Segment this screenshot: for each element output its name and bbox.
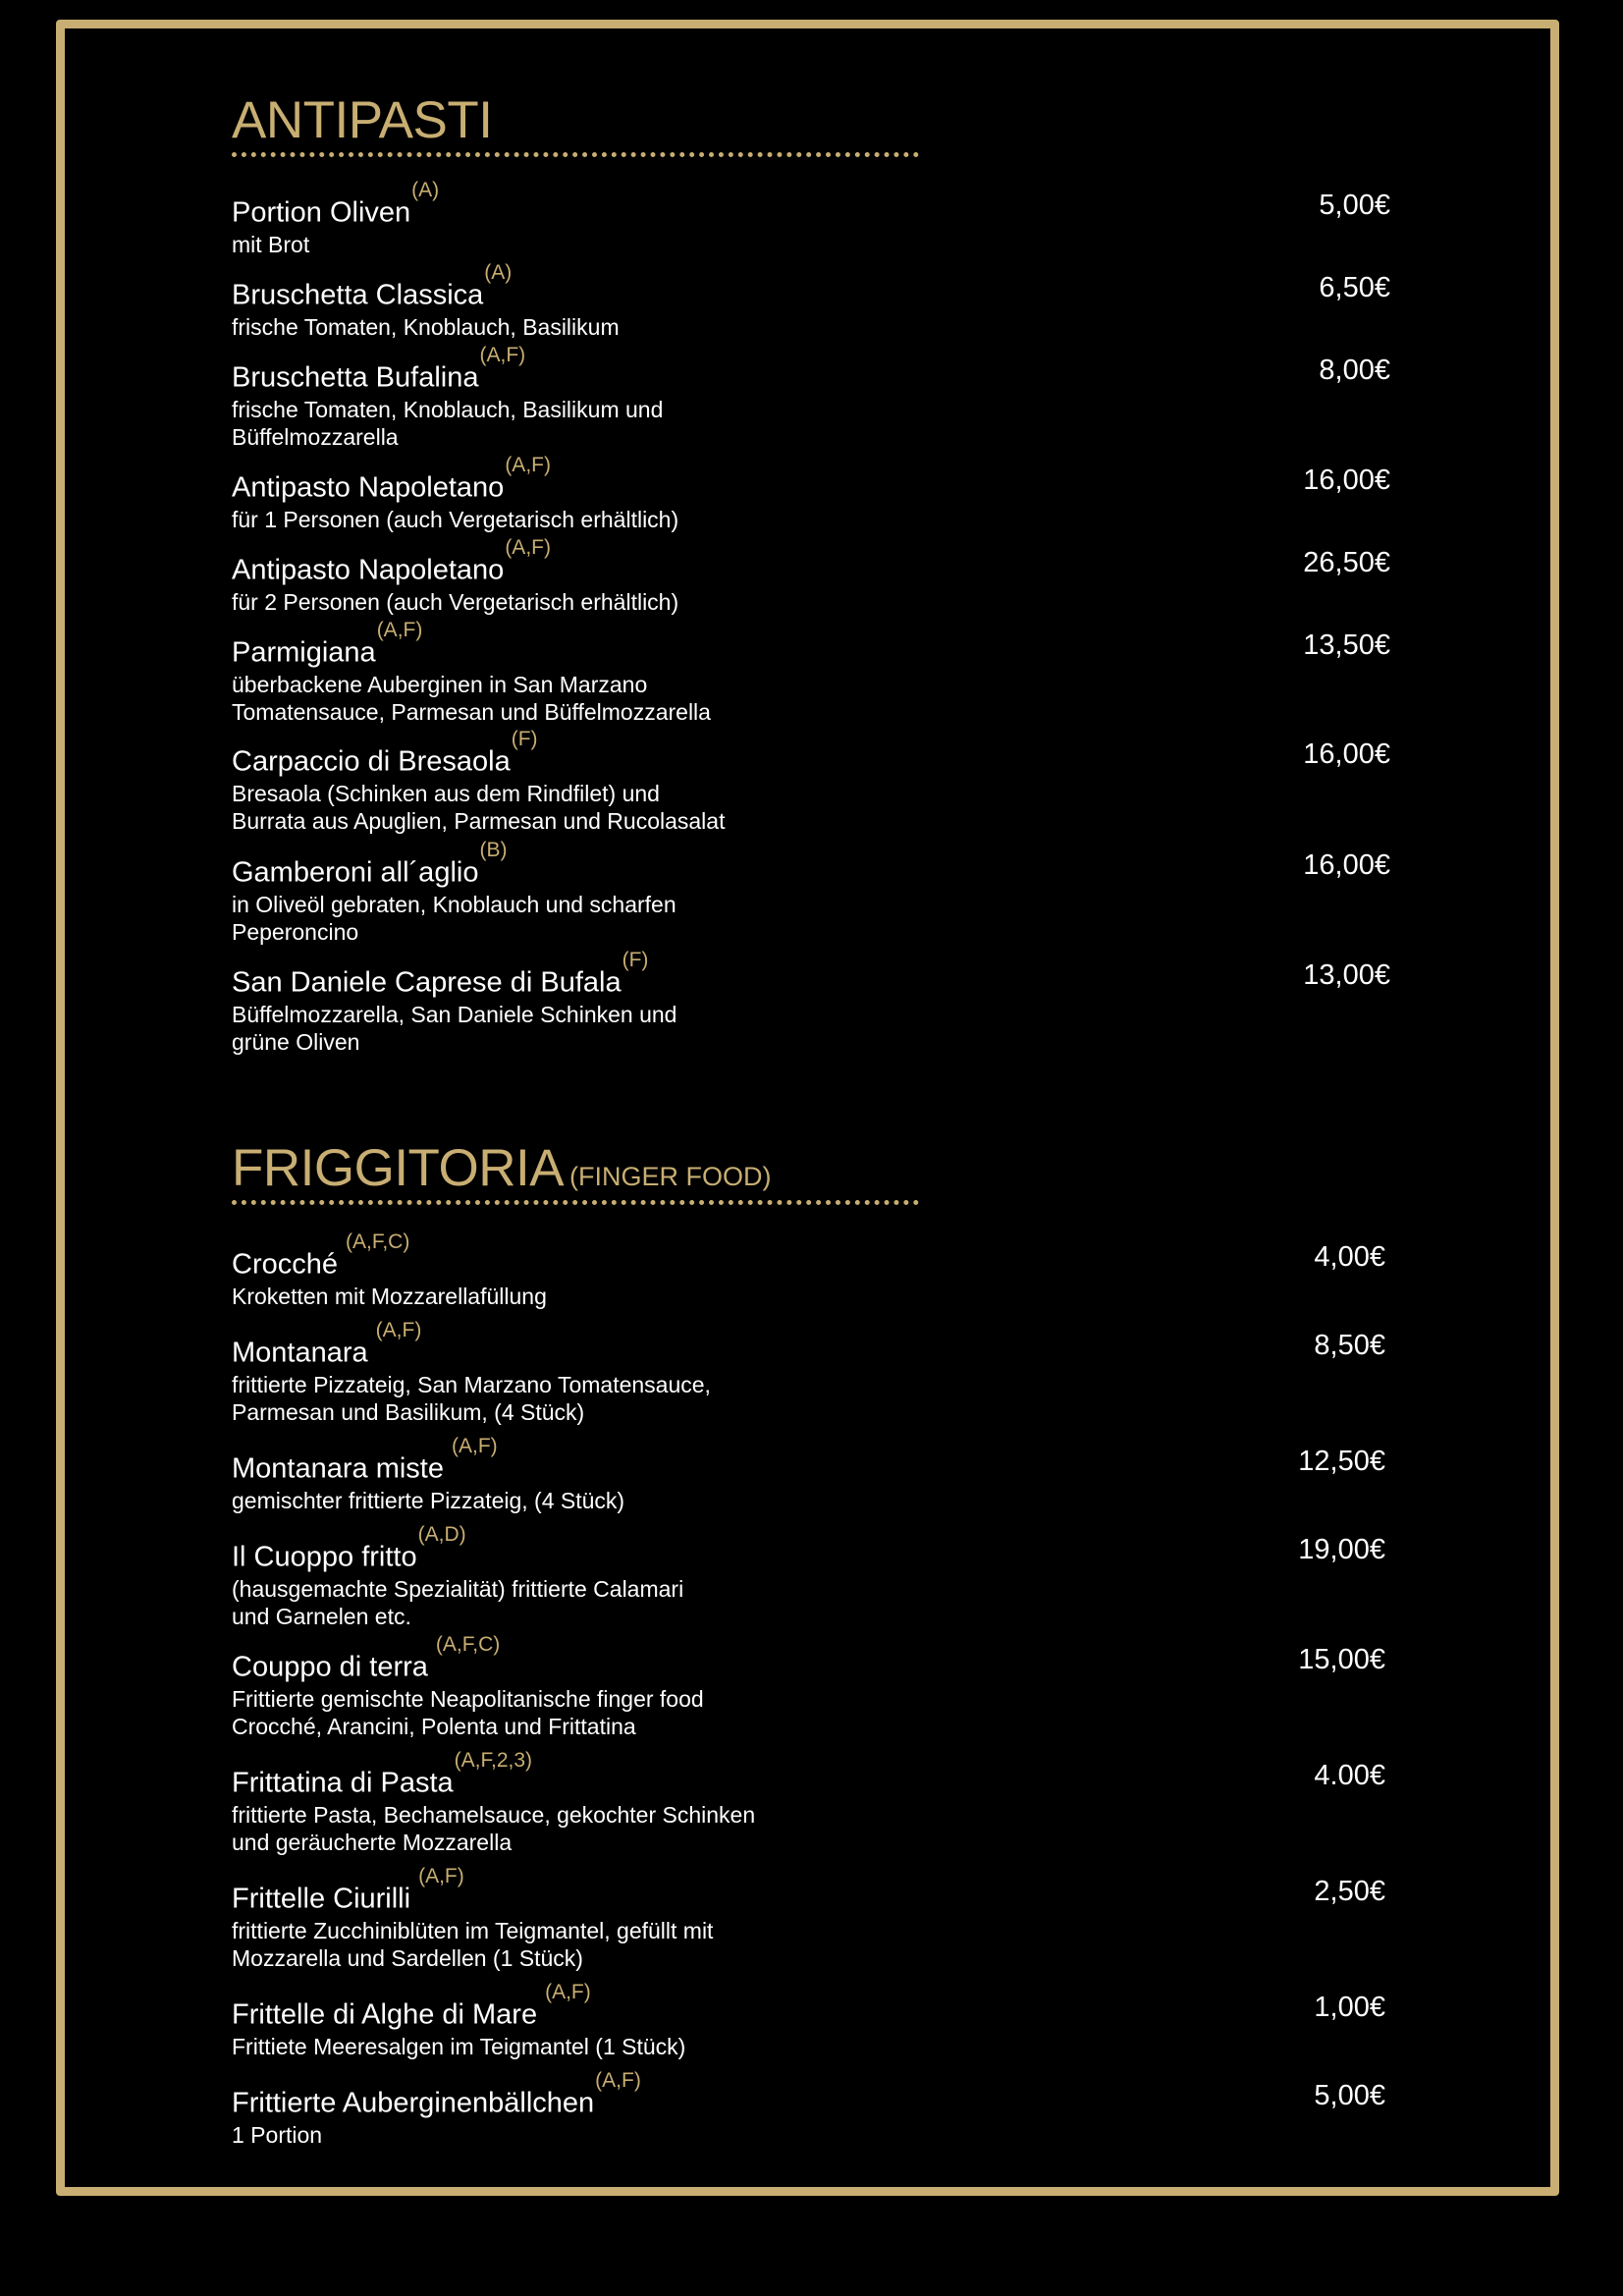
menu-item bbox=[232, 1981, 1390, 2060]
item-price: 12,50€ bbox=[1298, 1446, 1385, 1477]
item-name: Portion Oliven bbox=[232, 196, 411, 229]
item-price: 16,00€ bbox=[1303, 738, 1390, 770]
menu-item bbox=[232, 1865, 1390, 1972]
item-description bbox=[232, 396, 1390, 451]
friggitoria-heading bbox=[232, 1139, 919, 1205]
menu-item bbox=[232, 2069, 1390, 2149]
description-line: Mozzarella und Sardellen (1 Stück) bbox=[232, 1944, 583, 1971]
friggitoria-section bbox=[232, 1139, 1390, 2148]
item-description bbox=[232, 2121, 1390, 2149]
item-description bbox=[232, 1917, 1390, 1972]
friggitoria-subtitle: (FINGER FOOD) bbox=[569, 1162, 772, 1191]
description-line: frische Tomaten, Knoblauch, Basilikum bbox=[232, 313, 620, 340]
item-name: Frittelle Ciurilli bbox=[232, 1883, 411, 1915]
description-line: (hausgemachte Spezialität) frittierte Calamari bbox=[232, 1575, 684, 1602]
description-line: frittierte Zucchiniblüten im Teigmantel, gefüllt mit bbox=[232, 1917, 714, 1943]
item-name: Antipasto Napoletano bbox=[232, 554, 505, 586]
antipasti-title: ANTIPASTI bbox=[232, 91, 493, 149]
description-line: mit Brot bbox=[232, 231, 310, 257]
item-name: Frittelle di Alghe di Mare bbox=[232, 1998, 538, 2031]
item-description bbox=[232, 506, 1390, 533]
item-price: 19,00€ bbox=[1298, 1534, 1385, 1565]
description-line: grüne Oliven bbox=[232, 1028, 360, 1055]
antipasti-heading bbox=[232, 91, 919, 157]
allergen-codes: (A,F) bbox=[545, 1981, 591, 2003]
description-line: und Garnelen etc. bbox=[232, 1603, 411, 1629]
item-price: 13,00€ bbox=[1303, 959, 1390, 991]
menu-item bbox=[232, 619, 1390, 726]
friggitoria-title: FRIGGITORIA bbox=[232, 1139, 565, 1197]
item-price: 15,00€ bbox=[1298, 1644, 1385, 1675]
description-line: Büffelmozzarella, San Daniele Schinken und bbox=[232, 1001, 677, 1027]
item-description bbox=[232, 671, 1390, 726]
item-price: 16,00€ bbox=[1303, 465, 1390, 496]
description-line: Peperoncino bbox=[232, 918, 359, 945]
allergen-codes: (A,F) bbox=[595, 2069, 641, 2092]
item-name: Montanara miste bbox=[232, 1452, 444, 1485]
item-description bbox=[232, 231, 1390, 258]
menu-item bbox=[232, 728, 1390, 835]
item-name: Couppo di terra bbox=[232, 1651, 428, 1683]
item-price: 4.00€ bbox=[1314, 1760, 1385, 1791]
item-name: Bruschetta Bufalina bbox=[232, 361, 479, 394]
allergen-codes: (A,F,C) bbox=[346, 1230, 410, 1253]
item-name: San Daniele Caprese di Bufala bbox=[232, 966, 622, 999]
item-price: 2,50€ bbox=[1314, 1876, 1385, 1907]
item-name: Frittatina di Pasta bbox=[232, 1767, 454, 1799]
item-description bbox=[232, 1001, 1390, 1056]
allergen-codes: (A,F,2,3) bbox=[454, 1749, 533, 1772]
item-description bbox=[232, 1575, 1390, 1630]
description-line: Tomatensauce, Parmesan und Büffelmozzarella bbox=[232, 698, 711, 725]
item-name: Bruschetta Classica bbox=[232, 279, 484, 311]
menu-item bbox=[232, 1319, 1390, 1426]
menu-border-frame bbox=[56, 20, 1559, 2196]
menu-item bbox=[232, 1230, 1390, 1310]
item-description bbox=[232, 1685, 1390, 1740]
item-description bbox=[232, 891, 1390, 946]
description-line: und geräucherte Mozzarella bbox=[232, 1829, 513, 1855]
description-line: Parmesan und Basilikum, (4 Stück) bbox=[232, 1398, 585, 1425]
allergen-codes: (A,F) bbox=[479, 344, 526, 366]
item-price: 4,00€ bbox=[1314, 1241, 1385, 1273]
allergen-codes: (A,F,C) bbox=[435, 1633, 501, 1656]
menu-item bbox=[232, 536, 1390, 616]
description-line: für 2 Personen (auch Vergetarisch erhältlich) bbox=[232, 588, 679, 615]
item-price: 13,50€ bbox=[1303, 629, 1390, 661]
allergen-codes: (A) bbox=[484, 261, 513, 284]
menu-item bbox=[232, 1749, 1390, 1856]
menu-item bbox=[232, 1523, 1390, 1630]
allergen-codes: (B) bbox=[479, 839, 508, 861]
antipasti-section bbox=[232, 91, 1390, 1055]
item-name: Gamberoni all´aglio bbox=[232, 856, 479, 889]
description-line: frittierte Pasta, Bechamelsauce, gekochter Schinken bbox=[232, 1801, 756, 1828]
description-line: 1 Portion bbox=[232, 2121, 323, 2148]
item-description bbox=[232, 588, 1390, 616]
item-price: 8,50€ bbox=[1314, 1330, 1385, 1361]
item-description bbox=[232, 1283, 1390, 1310]
item-price: 6,50€ bbox=[1319, 272, 1390, 303]
menu-item bbox=[232, 261, 1390, 341]
description-line: überbackene Auberginen in San Marzano bbox=[232, 671, 648, 697]
description-line: Frittierte gemischte Neapolitanische finger food bbox=[232, 1685, 704, 1712]
allergen-codes: (A,F) bbox=[452, 1435, 498, 1457]
description-line: Bresaola (Schinken aus dem Rindfilet) und bbox=[232, 780, 660, 806]
item-name: Carpaccio di Bresaola bbox=[232, 745, 511, 778]
description-line: Büffelmozzarella bbox=[232, 423, 399, 450]
description-line: in Oliveöl gebraten, Knoblauch und scharfen bbox=[232, 891, 676, 917]
menu-item bbox=[232, 179, 1390, 258]
description-line: Frittiete Meeresalgen im Teigmantel (1 Stück) bbox=[232, 2033, 686, 2059]
allergen-codes: (A,F) bbox=[505, 536, 551, 559]
allergen-codes: (A,F) bbox=[376, 619, 423, 641]
description-line: frittierte Pizzateig, San Marzano Tomatensauce, bbox=[232, 1371, 711, 1397]
item-description bbox=[232, 1487, 1390, 1514]
description-line: Crocché, Arancini, Polenta und Frittatina bbox=[232, 1713, 636, 1739]
menu-item bbox=[232, 839, 1390, 946]
menu-item bbox=[232, 1435, 1390, 1514]
item-name: Il Cuoppo fritto bbox=[232, 1541, 417, 1573]
item-description bbox=[232, 2033, 1390, 2060]
menu-item bbox=[232, 344, 1390, 451]
menu-item bbox=[232, 454, 1390, 533]
item-price: 5,00€ bbox=[1319, 190, 1390, 221]
item-description bbox=[232, 313, 1390, 341]
item-price: 16,00€ bbox=[1303, 849, 1390, 881]
item-price: 26,50€ bbox=[1303, 547, 1390, 578]
item-name: Antipasto Napoletano bbox=[232, 471, 505, 504]
item-description bbox=[232, 1371, 1390, 1426]
item-name: Parmigiana bbox=[232, 636, 376, 669]
item-name: Frittierte Auberginenbällchen bbox=[232, 2087, 595, 2119]
description-line: gemischter frittierte Pizzateig, (4 Stück) bbox=[232, 1487, 625, 1513]
menu-item bbox=[232, 1633, 1390, 1740]
menu-item bbox=[232, 949, 1390, 1056]
description-line: Kroketten mit Mozzarellafüllung bbox=[232, 1283, 547, 1309]
item-price: 8,00€ bbox=[1319, 355, 1390, 386]
item-description bbox=[232, 780, 1390, 835]
allergen-codes: (A,F) bbox=[375, 1319, 422, 1341]
description-line: Burrata aus Apuglien, Parmesan und Rucolasalat bbox=[232, 807, 726, 834]
description-line: für 1 Personen (auch Vergetarisch erhältlich) bbox=[232, 506, 679, 532]
allergen-codes: (A,D) bbox=[417, 1523, 466, 1546]
item-description bbox=[232, 1801, 1390, 1856]
item-price: 1,00€ bbox=[1314, 1992, 1385, 2023]
item-name: Montanara bbox=[232, 1337, 368, 1369]
allergen-codes: (A,F) bbox=[505, 454, 551, 476]
item-name: Crocché bbox=[232, 1248, 338, 1281]
allergen-codes: (F) bbox=[511, 728, 538, 750]
allergen-codes: (F) bbox=[622, 949, 649, 971]
item-price: 5,00€ bbox=[1314, 2080, 1385, 2111]
allergen-codes: (A,F) bbox=[418, 1865, 464, 1887]
allergen-codes: (A) bbox=[411, 179, 440, 201]
description-line: frische Tomaten, Knoblauch, Basilikum und bbox=[232, 396, 664, 422]
